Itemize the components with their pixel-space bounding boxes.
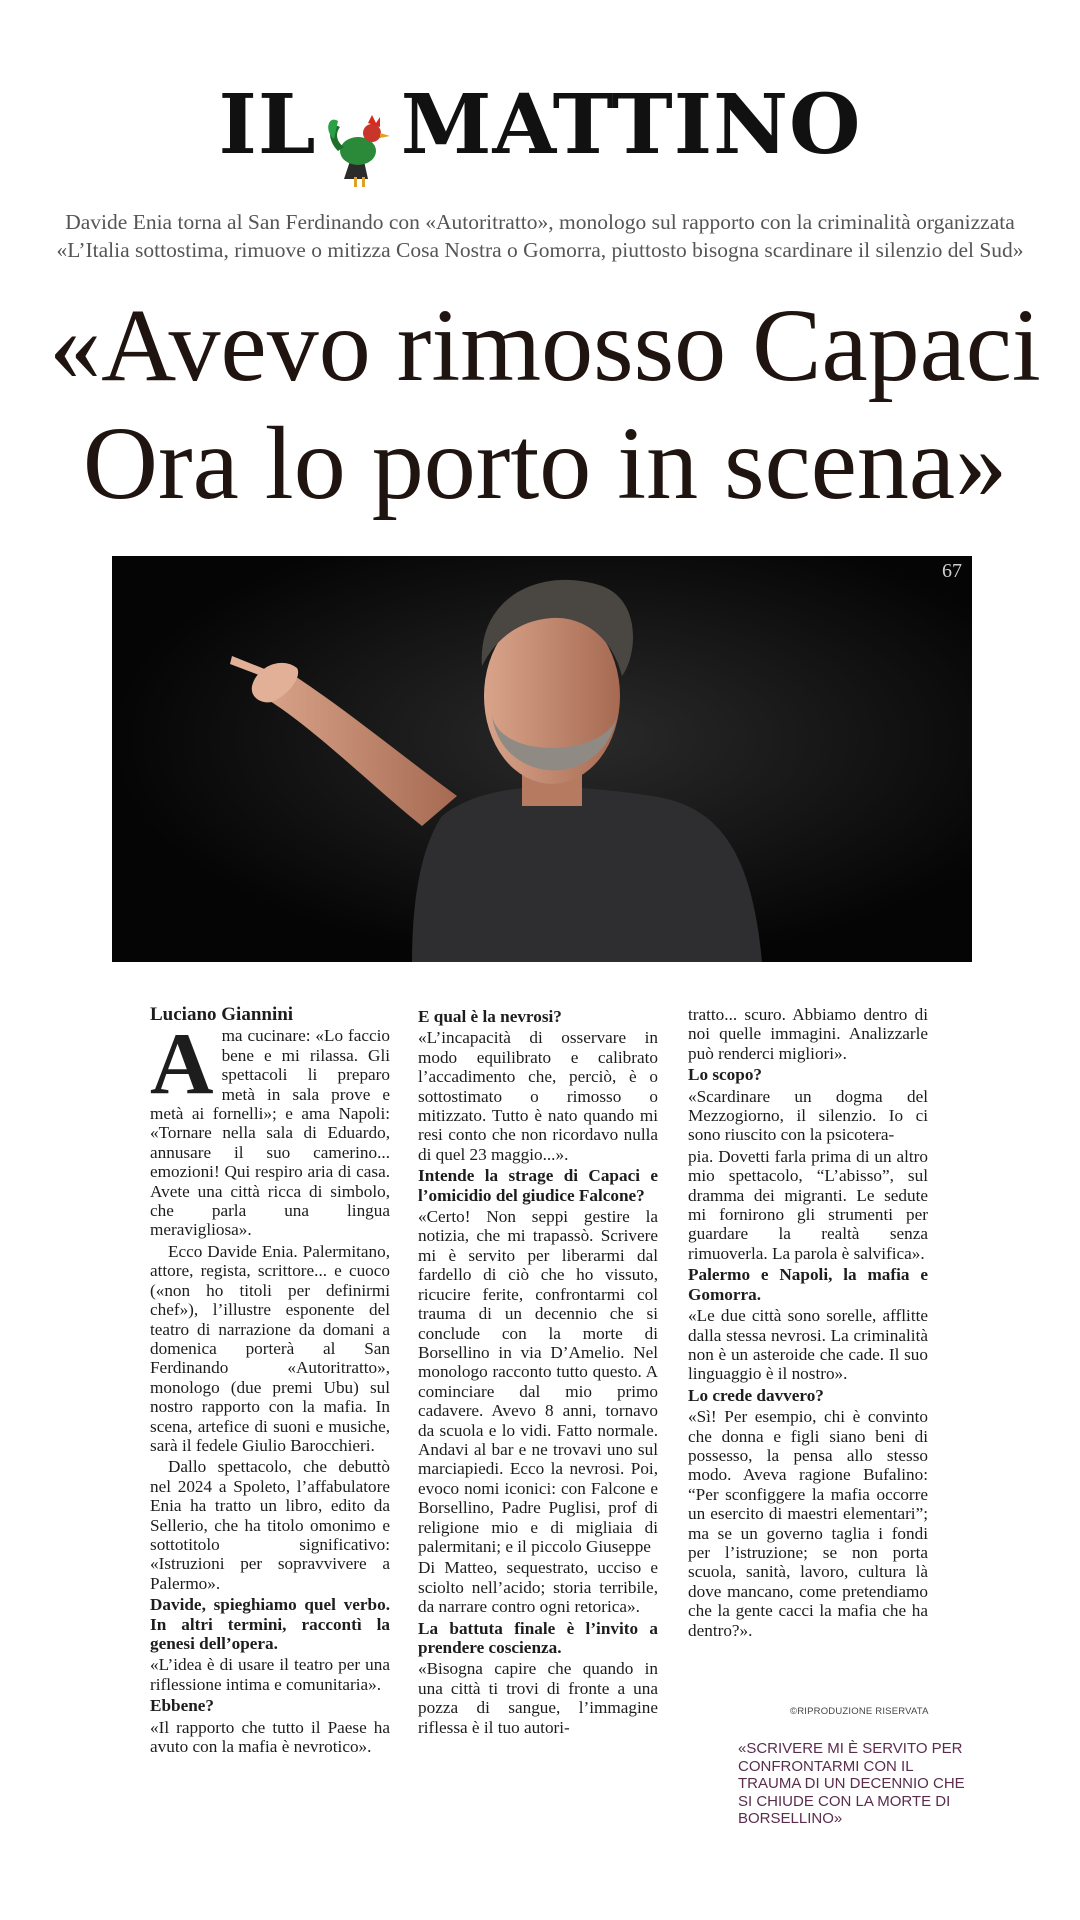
interview-answer: «Le due città sono sorelle, afflitte dalla stessa nevrosi. La criminalità non è un asteroide che cade. Il suo linguaggio è il nostro».: [688, 1306, 928, 1384]
article-paragraph: Ecco Davide Enia. Palermitano, attore, regista, scrittore... e cuoco («non ho titoli per definirmi chef»), l’illustre esponente del teatro di narrazione da domani a domenica porterà al San Ferdinando «Autoritratto», monologo (due premi Ubu) sul nostro rapporto con la mafia. In scena, artefice di suoni e musiche, sarà il fedele Giulio Barocchieri.: [150, 1241, 390, 1455]
interview-answer: «Sì! Per esempio, chi è convinto che donna e figli siano beni di possesso, la pensa allo stesso modo. Aveva ragione Bufalino: “Per sconfiggere la mafia occorre un esercito di maestri elementari”; ma se un governo taglia i fondi per l’istruzione; se non porta scuola, sanità, lavoro, cultura là dove mancano, come pretendiamo che la gente cacci la mafia che ha dentro?».: [688, 1407, 928, 1640]
article-column-2: [418, 1005, 658, 1739]
masthead: [0, 77, 1080, 173]
masthead-right: MATTINO: [400, 77, 862, 173]
article-column-3: [688, 1005, 928, 1642]
headline-line-1: «Avevo rimosso Capaci: [49, 288, 1041, 403]
article-photo: [112, 556, 972, 962]
interview-answer: «L’idea è di usare il teatro per una riflessione intima e comunitaria».: [150, 1655, 390, 1694]
interview-answer: tratto... scuro. Abbiamo dentro di noi quelle immagini. Analizzarle può renderci migliori».: [688, 1005, 928, 1063]
masthead-left: IL: [218, 77, 317, 173]
interview-answer: «Il rapporto che tutto il Paese ha avuto con la mafia è nevrotico».: [150, 1717, 390, 1757]
interview-question: Palermo e Napoli, la mafia e Gomorra.: [688, 1265, 928, 1304]
headline-line-2: Ora lo porto in scena»: [82, 406, 1008, 521]
interview-answer: «Bisogna capire che quando in una città ti trovi di fronte a una pozza di sangue, l’immagine riflessa è il tuo autori-: [418, 1659, 658, 1737]
rooster-logo-icon: [324, 109, 394, 189]
performer-photo-illustration: [112, 556, 972, 962]
interview-question: Lo scopo?: [688, 1065, 763, 1085]
interview-answer: «Scardinare un dogma del Mezzogiorno, il silenzio. Io ci sono riuscito con la psicotera-: [688, 1086, 928, 1145]
pull-quote: «SCRIVERE MI È SERVITO PER CONFRONTARMI CON IL TRAUMA DI UN DECENNIO CHE SI CHIUDE CON LA MORTE DI BORSELLINO»: [738, 1740, 965, 1827]
copyright-notice: ©RIPRODUZIONE RISERVATA: [790, 1706, 929, 1717]
interview-question: Intende la strage di Capaci e l’omicidio del giudice Falcone?: [418, 1166, 658, 1205]
subhead-line-1: Davide Enia torna al San Ferdinando con «Autoritratto», monologo sul rapporto con la criminalità organizzata: [65, 210, 1015, 234]
interview-question: La battuta finale è l’invito a prendere coscienza.: [418, 1618, 658, 1657]
interview-answer: pia. Dovetti farla prima di un altro mio spettacolo, “L’abisso”, sul dramma dei migranti. Le sedute mi fornirono gli strumenti per guardare la realtà senza rimuoverla. La parola è salvifica».: [688, 1146, 928, 1263]
drop-cap: A: [150, 1016, 214, 1114]
interview-answer: «L’incapacità di osservare in modo equilibrato e calibrato l’accadimento che, perciò, è o sottostimato o rimosso o mitizzato. Tutto è nato quando mi resi conto che non ricordavo nulla di quel 23 maggio...».: [418, 1028, 658, 1164]
article-paragraph: Dallo spettacolo, che debuttò nel 2024 a Spoleto, l’affabulatore Enia ha tratto un libro, edito da Sellerio, che ha titolo omonimo e sottotitolo significativo: «Istruzioni per sopravvivere a Palermo».: [150, 1457, 390, 1593]
interview-answer: «Certo! Non seppi gestire la notizia, che mi trapassò. Scrivere mi è servito per liberarmi dal fardello di ciò che ho vissuto, ricucire ferite, confrontarmi col trauma di un decennio che si conclude con la morte di Borsellino in via D’Amelio. Nel monologo racconto tutto questo. A cominciare dal mio primo cadavere. Avevo 8 anni, tornavo da scuola e lo vidi. Fatto normale. Andavi al bar e ne trovavi uno sul marciapiedi. Ecco la nevrosi. Poi, evoco nomi iconici: con Falcone e Borsellino, Padre Puglisi, prof di religione mio e di migliaia di palermitani; e il piccolo Giuseppe: [418, 1207, 658, 1556]
interview-question: Ebbene?: [150, 1696, 214, 1716]
page-number: 67: [942, 560, 962, 582]
interview-answer: Di Matteo, sequestrato, ucciso e sciolto nell’acido; storia terribile, da narrare contro ogni retorica».: [418, 1558, 658, 1617]
interview-question: E qual è la nevrosi?: [418, 1007, 562, 1026]
subhead-line-2: «L’Italia sottostima, rimuove o mitizza Cosa Nostra o Gomorra, piuttosto bisogna scardinare il silenzio del Sud»: [56, 238, 1024, 262]
interview-question: Lo crede davvero?: [688, 1385, 824, 1405]
article-column-1: [150, 1005, 390, 1758]
interview-question: Davide, spieghiamo quel verbo. In altri termini, raccontì la genesi dell’opera.: [150, 1595, 390, 1653]
author-byline: Luciano Giannini: [150, 1004, 294, 1025]
article-paragraph: Ama cucinare: «Lo faccio bene e mi rilassa. Gli spettacoli li preparo metà in sala prove e metà ai fornelli»; e ama Napoli: «Tornare nella sala di Eduardo, annusare il suo camerino... emozioni! Qui respiro aria di casa. Avete una città ricca di simbolo, che parla una lingua meravigliosa».: [150, 1016, 390, 1240]
